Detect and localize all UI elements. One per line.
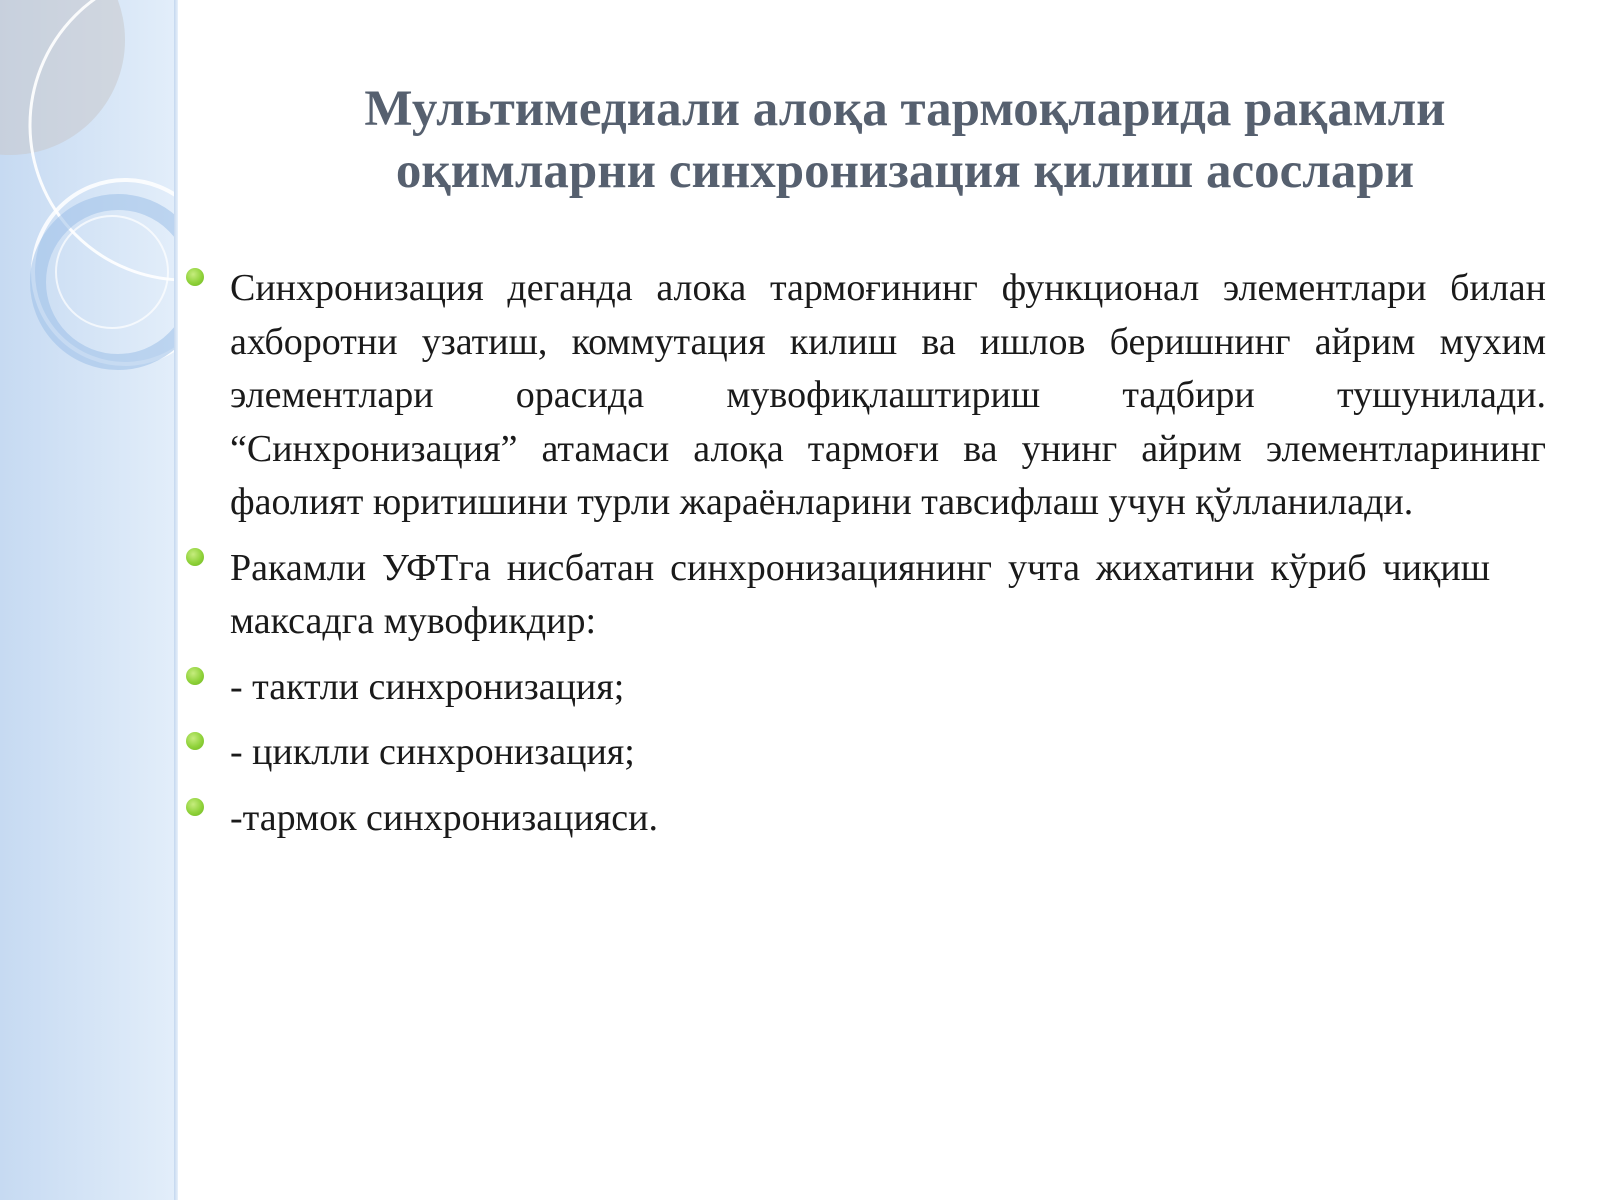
- bullet-text: Ракамли УФТга нисбатан синхронизациянинг учта жихатини кўриб чиқиш максадга мувофикдир:: [230, 546, 1490, 642]
- bullet-text: - тактли синхронизация;: [230, 665, 625, 708]
- green-dot-icon: [186, 732, 204, 750]
- bullet-text: - циклли синхронизация;: [230, 731, 635, 773]
- title-line-1: Мультимедиали алоқа тармоқларида рақамли: [364, 81, 1446, 137]
- bullet-text: -тармок синхронизацияси.: [230, 796, 658, 839]
- green-dot-icon: [186, 268, 204, 286]
- list-item: [186, 726, 1546, 780]
- list-item: [186, 792, 1546, 846]
- green-dot-icon: [186, 798, 204, 816]
- title-line-2: оқимларни синхронизация қилиш асослари: [395, 143, 1415, 199]
- bullet-list: [186, 262, 1546, 857]
- list-item: [186, 542, 1490, 649]
- green-dot-icon: [186, 548, 204, 566]
- list-item: [186, 661, 1546, 715]
- decorative-rings-icon: [0, 0, 178, 1200]
- bullet-text: Синхронизация деганда алока тармоғининг функционал элементлари билан ахборотни узатиш, коммутация килиш ва ишлов беришнинг айрим мухим элементлари орасида мувофиқлаштириш тадбири тушунилади. “Синхронизация” атамаси алоқа тармоғи ва унинг айрим элементларининг фаолият юритишини турли жараёнларини тавсифлаш учун қўлланилади.: [230, 267, 1546, 523]
- green-dot-icon: [186, 667, 204, 685]
- decorative-side-panel: [0, 0, 178, 1200]
- slide-title: [250, 78, 1560, 202]
- list-item: [186, 262, 1546, 530]
